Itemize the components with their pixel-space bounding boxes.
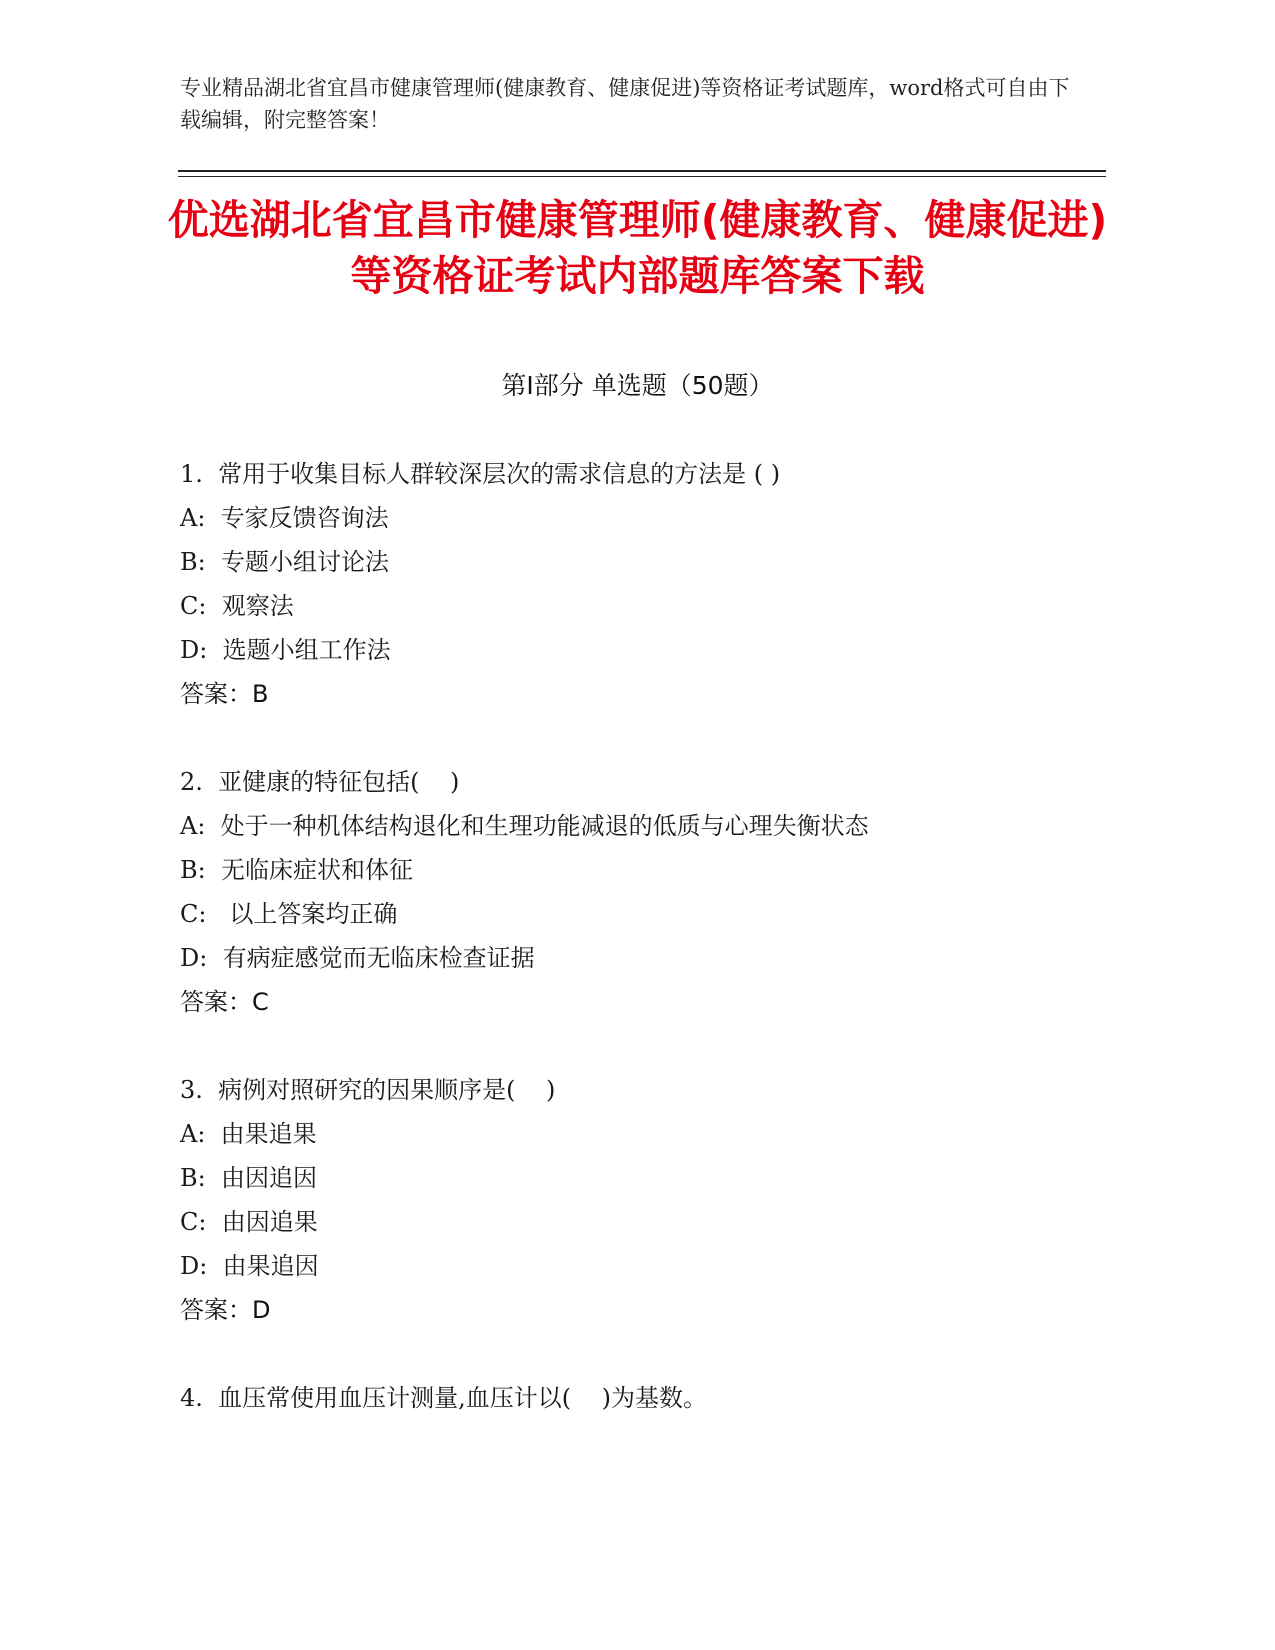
question-2 [180, 760, 1100, 1024]
answer-label: 答案：C [180, 988, 269, 1016]
option-d: D: 由果追因 [180, 1252, 319, 1280]
option-d: D: 有病症感觉而无临床检查证据 [180, 944, 535, 972]
question-stem: 4. 血压常使用血压计测量,血压计以( )为基数。 [180, 1384, 708, 1412]
option-b: B: 专题小组讨论法 [180, 548, 389, 576]
question-1 [180, 452, 1100, 716]
header-divider-thin [178, 176, 1106, 177]
option-a: A: 专家反馈咨询法 [180, 504, 389, 532]
option-a: A: 由果追果 [180, 1120, 317, 1148]
option-b: B: 由因追因 [180, 1164, 317, 1192]
header-divider [178, 170, 1106, 172]
answer-label: 答案：B [180, 680, 269, 708]
question-4 [180, 1376, 1100, 1420]
option-c: C: 由因追果 [180, 1208, 318, 1236]
question-stem: 1. 常用于收集目标人群较深层次的需求信息的方法是 ( ) [180, 460, 781, 488]
answer-label: 答案：D [180, 1296, 271, 1324]
option-c: C: 以上答案均正确 [180, 900, 398, 928]
option-d: D: 选题小组工作法 [180, 636, 391, 664]
option-c: C: 观察法 [180, 592, 294, 620]
question-stem: 2. 亚健康的特征包括( ) [180, 768, 460, 796]
option-b: B: 无临床症状和体征 [180, 856, 413, 884]
question-list [180, 452, 1100, 1464]
section-title: 第Ⅰ部分 单选题（50题） [501, 371, 774, 400]
header-note: 专业精品湖北省宜昌市健康管理师(健康教育、健康促进)等资格证考试题库，word格式可自由下载编辑，附完整答案！ [180, 76, 1070, 132]
question-3 [180, 1068, 1100, 1332]
document-title: 优选湖北省宜昌市健康管理师(健康教育、健康促进)等资格证考试内部题库答案下载 [167, 196, 1108, 300]
question-stem: 3. 病例对照研究的因果顺序是( ) [180, 1076, 556, 1104]
option-a: A: 处于一种机体结构退化和生理功能减退的低质与心理失衡状态 [180, 812, 869, 840]
